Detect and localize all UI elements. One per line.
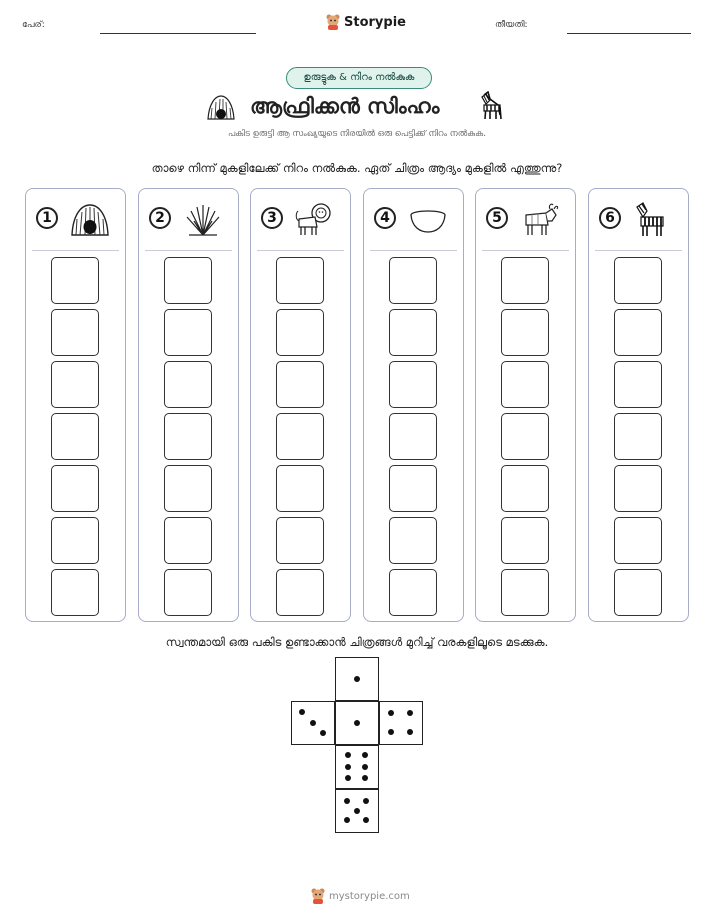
color-box[interactable] bbox=[614, 413, 662, 460]
dice-pip bbox=[344, 798, 350, 804]
color-box[interactable] bbox=[164, 413, 212, 460]
column-divider bbox=[32, 250, 119, 251]
color-box[interactable] bbox=[51, 413, 99, 460]
dice-face-1 bbox=[335, 701, 379, 745]
column-divider bbox=[482, 250, 569, 251]
dice-pip bbox=[354, 676, 360, 682]
column-5 bbox=[475, 188, 576, 622]
column-divider bbox=[257, 250, 344, 251]
bear-mascot-icon bbox=[326, 14, 340, 30]
color-box[interactable] bbox=[276, 361, 324, 408]
color-box[interactable] bbox=[501, 413, 549, 460]
dice-pip bbox=[363, 817, 369, 823]
color-box[interactable] bbox=[614, 569, 662, 616]
activity-badge: ഉരുട്ടുക & നിറം നൽകുക bbox=[286, 67, 432, 89]
brand-logo bbox=[326, 14, 406, 30]
dice-face-6 bbox=[335, 745, 379, 789]
color-box[interactable] bbox=[276, 257, 324, 304]
dice-face-4 bbox=[379, 701, 423, 745]
color-box[interactable] bbox=[164, 569, 212, 616]
color-box[interactable] bbox=[501, 517, 549, 564]
grass-icon bbox=[183, 199, 223, 239]
color-box[interactable] bbox=[51, 517, 99, 564]
date-line bbox=[567, 33, 691, 34]
dice-pip bbox=[362, 775, 368, 781]
color-box[interactable] bbox=[276, 517, 324, 564]
cave-icon bbox=[70, 199, 110, 239]
column-4 bbox=[363, 188, 464, 622]
column-number: 5 bbox=[486, 207, 508, 229]
dice-face-1 bbox=[335, 657, 379, 701]
dice-pip bbox=[345, 775, 351, 781]
color-box[interactable] bbox=[614, 309, 662, 356]
column-6 bbox=[588, 188, 689, 622]
color-box[interactable] bbox=[501, 361, 549, 408]
dice-pip bbox=[354, 808, 360, 814]
dice-pip bbox=[388, 710, 394, 716]
column-number: 6 bbox=[599, 207, 621, 229]
color-box[interactable] bbox=[164, 257, 212, 304]
column-number: 1 bbox=[36, 207, 58, 229]
name-label: പേര്: bbox=[22, 20, 45, 30]
color-box[interactable] bbox=[51, 309, 99, 356]
dice-pip bbox=[363, 798, 369, 804]
color-box[interactable] bbox=[164, 465, 212, 512]
color-box[interactable] bbox=[51, 465, 99, 512]
cave-icon bbox=[207, 94, 235, 120]
dice-face-5 bbox=[335, 789, 379, 833]
color-box[interactable] bbox=[389, 361, 437, 408]
footer bbox=[311, 888, 410, 904]
dice-pip bbox=[310, 720, 316, 726]
color-box[interactable] bbox=[276, 309, 324, 356]
dice-pip bbox=[362, 752, 368, 758]
bear-mascot-icon bbox=[311, 888, 325, 904]
color-box[interactable] bbox=[614, 257, 662, 304]
color-box[interactable] bbox=[501, 465, 549, 512]
dice-instruction: സ്വന്തമായി ഒരു പകിട ഉണ്ടാക്കാൻ ചിത്രങ്ങൾ മുറിച്ച് വരകളിലൂടെ മടക്കുക. bbox=[165, 635, 549, 649]
coloring-instruction: താഴെ നിന്ന് മുകളിലേക്ക് നിറം നൽകുക. ഏത് ചിത്രം ആദ്യം മുകളിൽ എത്തുന്നു? bbox=[151, 161, 563, 175]
wildebeest-icon bbox=[520, 199, 560, 239]
color-box[interactable] bbox=[276, 465, 324, 512]
color-box[interactable] bbox=[389, 465, 437, 512]
column-2 bbox=[138, 188, 239, 622]
column-number: 3 bbox=[261, 207, 283, 229]
brand-name: Storypie bbox=[344, 14, 406, 30]
dice-pip bbox=[344, 817, 350, 823]
zebra-icon bbox=[478, 91, 506, 121]
column-divider bbox=[145, 250, 232, 251]
color-box[interactable] bbox=[501, 309, 549, 356]
dice-pip bbox=[299, 709, 305, 715]
dice-face-3 bbox=[291, 701, 335, 745]
zebra-icon bbox=[633, 199, 673, 239]
bowl-icon bbox=[408, 199, 448, 239]
color-box[interactable] bbox=[164, 517, 212, 564]
dice-pip bbox=[388, 729, 394, 735]
column-number: 4 bbox=[374, 207, 396, 229]
color-box[interactable] bbox=[389, 569, 437, 616]
column-divider bbox=[595, 250, 682, 251]
page-title: ആഫ്രിക്കൻ സിംഹം bbox=[250, 94, 440, 118]
color-box[interactable] bbox=[614, 361, 662, 408]
color-box[interactable] bbox=[389, 257, 437, 304]
color-box[interactable] bbox=[614, 465, 662, 512]
color-box[interactable] bbox=[164, 309, 212, 356]
column-divider bbox=[370, 250, 457, 251]
dice-pip bbox=[320, 730, 326, 736]
dice-pip bbox=[345, 764, 351, 770]
name-line bbox=[100, 33, 256, 34]
column-number: 2 bbox=[149, 207, 171, 229]
color-box[interactable] bbox=[501, 257, 549, 304]
column-1 bbox=[25, 188, 126, 622]
color-box[interactable] bbox=[51, 569, 99, 616]
footer-url: mystorypie.com bbox=[329, 890, 410, 902]
color-box[interactable] bbox=[389, 413, 437, 460]
lion-icon bbox=[295, 199, 335, 239]
dice-pip bbox=[407, 710, 413, 716]
page-subtitle: പകിട ഉരുട്ടി ആ സംഖ്യയുടെ നിരയിൽ ഒരു പെട്ടിക്ക് നിറം നൽകുക. bbox=[228, 129, 486, 139]
color-box[interactable] bbox=[164, 361, 212, 408]
color-box[interactable] bbox=[276, 413, 324, 460]
color-box[interactable] bbox=[614, 517, 662, 564]
color-box[interactable] bbox=[389, 517, 437, 564]
dice-pip bbox=[362, 764, 368, 770]
color-box[interactable] bbox=[389, 309, 437, 356]
dice-pip bbox=[345, 752, 351, 758]
color-box[interactable] bbox=[51, 361, 99, 408]
dice-pip bbox=[354, 720, 360, 726]
color-box[interactable] bbox=[51, 257, 99, 304]
date-label: തീയതി: bbox=[495, 20, 528, 30]
color-box[interactable] bbox=[501, 569, 549, 616]
color-box[interactable] bbox=[276, 569, 324, 616]
dice-pip bbox=[407, 729, 413, 735]
column-3 bbox=[250, 188, 351, 622]
